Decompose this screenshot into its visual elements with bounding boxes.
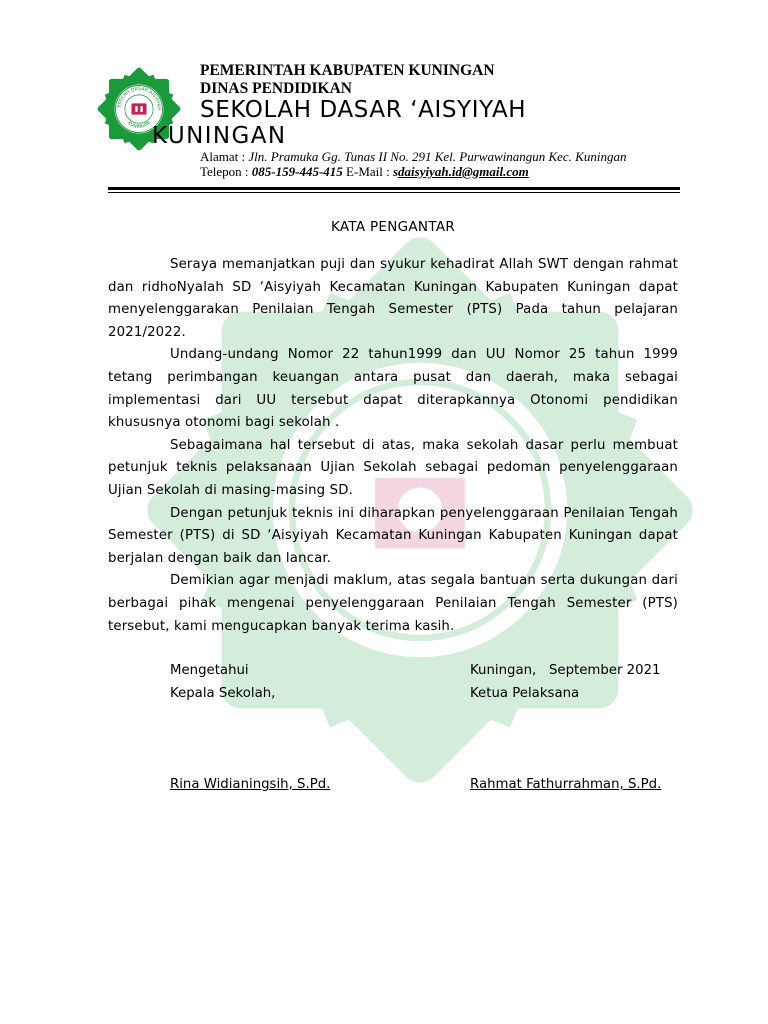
paragraph-2: Undang-undang Nomor 22 tahun1999 dan UU Nomor 25 tahun 1999 tetang perimbangan keuangan antara pusat dan daerah, maka sebagai implementasi dari UU tersebut dapat diterapkannya Otonomi pendidikan khususnya otonomi bagi sekolah .: [108, 347, 678, 431]
document-title: KATA PENGANTAR: [330, 219, 456, 235]
signature-right-name: Rahmat Fathurrahman, S.Pd.: [470, 777, 662, 792]
email-label: E-Mail :: [342, 164, 393, 179]
letterhead-government: PEMERINTAH KABUPATEN KUNINGAN: [200, 62, 495, 79]
address-value: Jln. Pramuka Gg. Tunas II No. 291 Kel. Purwawinangun Kec. Kuningan: [248, 149, 627, 164]
letterhead-school-name: SEKOLAH DASAR ‘AISYIYAH: [200, 97, 527, 123]
logo-text-top: EKOLAH DASAR AISYIYAH: [117, 87, 161, 111]
paragraph-1: Seraya memanjatkan puji dan syukur kehadirat Allah SWT dengan rahmat dan ridhoNyalah SD ‘Aisyiyah Kecamatan Kuningan Kabupaten Kuningan dapat menyelenggarakan Penilaian Tengah Semester (PTS) Pada tahun pelajaran 2021/2022.: [108, 257, 678, 340]
letterhead-department: DINAS PENDIDIKAN: [200, 80, 353, 97]
signature-left-line2: Kepala Sekolah,: [170, 686, 276, 701]
paragraph-3: Sebagaimana hal tersebut di atas, maka sekolah dasar perlu membuat petunjuk teknis pelaksanaan Ujian Sekolah sebagai pedoman penyelenggaraan Ujian Sekolah di masing-masing SD.: [108, 437, 678, 498]
signature-right-line1: Kuningan, September 2021: [470, 663, 661, 678]
letterhead-divider-thick: [108, 187, 680, 190]
signature-right-line2: Ketua Pelaksana: [470, 686, 580, 701]
phone-label: Telepon :: [200, 164, 252, 179]
email-link[interactable]: daisyiyah.id@gmail.com: [398, 164, 529, 179]
phone-value: 085-159-445-415: [251, 164, 343, 179]
paragraph-4: Dengan petunjuk teknis ini diharapkan penyelenggaraan Penilaian Tengah Semester (PTS) di SD ‘Aisyiyah Kecamatan Kuningan Kabupaten Kuningan dapat berjalan dengan baik dan lancar.: [108, 505, 678, 566]
logo-text-bottom: KUNINGAN: [126, 120, 152, 130]
email-prefix: s: [392, 164, 399, 179]
letterhead-divider-thin: [108, 192, 680, 193]
letterhead-address: [200, 149, 626, 165]
letterhead-school-city: KUNINGAN: [152, 123, 287, 149]
signature-left-line1: Mengetahui: [170, 663, 249, 678]
address-label: Alamat :: [200, 149, 249, 164]
signature-left-name: Rina Widianingsih, S.Pd.: [170, 777, 331, 792]
letterhead-contact: [200, 164, 529, 180]
document-body: [108, 254, 678, 638]
paragraph-5: Demikian agar menjadi maklum, atas segala bantuan serta dukungan dari berbagai pihak mengenai penyelenggaraan Penilaian Tengah Semester (PTS) tersebut, kami mengucapkan banyak terima kasih.: [108, 573, 678, 634]
